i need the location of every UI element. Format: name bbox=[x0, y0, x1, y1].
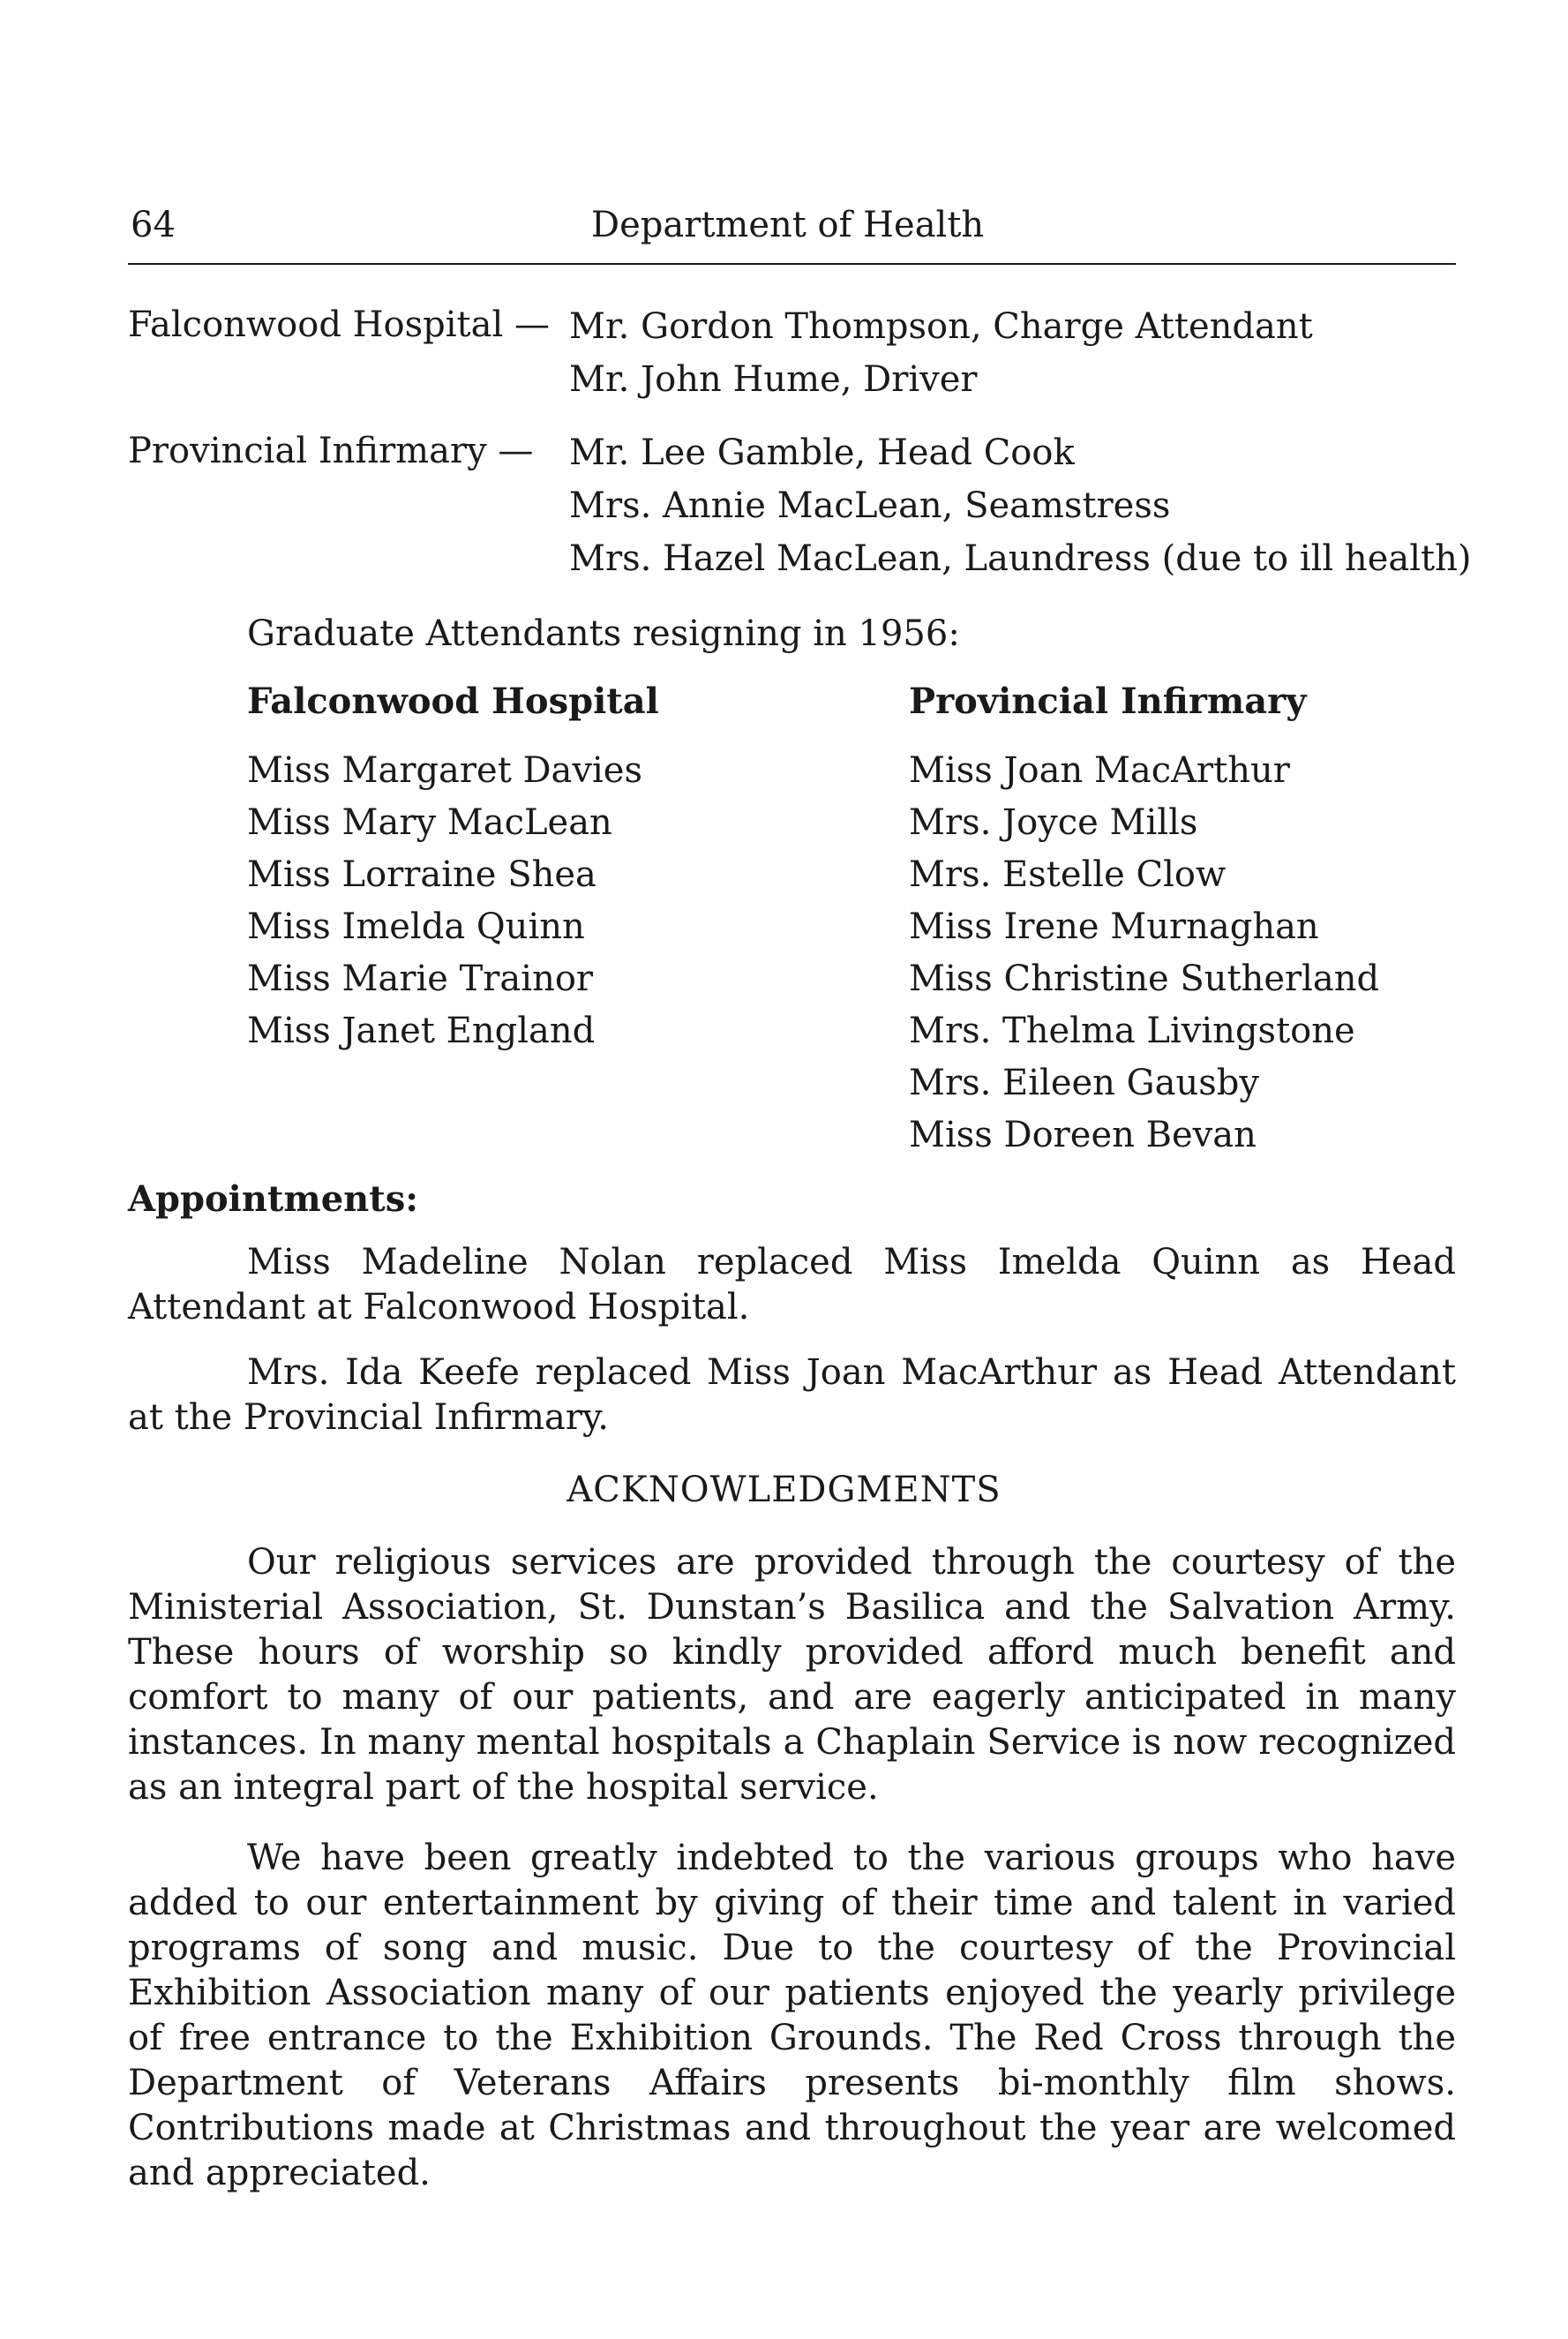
entry-names bbox=[569, 431, 1471, 590]
list-item: Mrs. Joyce Mills bbox=[909, 802, 1198, 843]
appointments-heading: Appointments: bbox=[128, 1178, 419, 1220]
acknowledgments-paragraph: We have been greatly indebted to the various groups who have added to our entertainment by giving of their time and talent in varied programs of song and music. Due to the courtesy of the Provincial Exhibition Association many of our patients enjoyed the yearly privilege of free entrance to the Exhibition Grounds. The Red Cross through the Department of Veterans Affairs presents bi-monthly film shows. Contributions made at Christmas and throughout the year are welcomed and appreciated. bbox=[128, 1838, 1456, 2193]
running-title: Department of Health bbox=[591, 205, 985, 245]
page-header bbox=[128, 205, 1456, 258]
graduate-attendants-intro: Graduate Attendants resigning in 1956: bbox=[247, 613, 960, 654]
column-heading: Falconwood Hospital bbox=[247, 681, 659, 722]
list-item: Miss Lorraine Shea bbox=[247, 854, 596, 895]
entry-label: Provincial Infirmary — bbox=[128, 431, 534, 471]
list-item: Mrs. Eileen Gausby bbox=[909, 1063, 1259, 1103]
entry-name: Mrs. Hazel MacLean, Laundress (due to ill health) bbox=[569, 538, 1472, 579]
header-rule bbox=[128, 263, 1456, 265]
acknowledgments-title: ACKNOWLEDGMENTS bbox=[566, 1470, 1002, 1510]
entry-name: Mr. John Hume, Driver bbox=[569, 359, 978, 400]
entry-label: Falconwood Hospital — bbox=[128, 305, 550, 345]
page-number: 64 bbox=[131, 205, 176, 245]
list-item: Mrs. Thelma Livingstone bbox=[909, 1011, 1355, 1051]
list-item: Miss Margaret Davies bbox=[247, 750, 642, 791]
list-item: Miss Doreen Bevan bbox=[909, 1115, 1257, 1155]
list-item: Miss Marie Trainor bbox=[247, 959, 594, 999]
column-heading: Provincial Infirmary bbox=[909, 681, 1307, 722]
falconwood-column bbox=[247, 680, 659, 1061]
list-item: Miss Mary MacLean bbox=[247, 802, 612, 843]
list-item: Mrs. Estelle Clow bbox=[909, 854, 1227, 895]
appointment-paragraph: Miss Madeline Nolan replaced Miss Imelda Quinn as Head Attendant at Falconwood Hospital. bbox=[128, 1242, 1456, 1327]
list-item: Miss Joan MacArthur bbox=[909, 750, 1290, 791]
list-item: Miss Janet England bbox=[247, 1011, 596, 1051]
entry-name: Mr. Lee Gamble, Head Cook bbox=[569, 432, 1075, 473]
list-item: Miss Irene Murnaghan bbox=[909, 906, 1319, 947]
entry-name: Mrs. Annie MacLean, Seamstress bbox=[569, 485, 1171, 526]
entry-name: Mr. Gordon Thompson, Charge Attendant bbox=[569, 306, 1313, 347]
infirmary-column bbox=[909, 680, 1379, 1165]
entry-names bbox=[569, 305, 1313, 410]
list-item: Miss Christine Sutherland bbox=[909, 959, 1380, 999]
appointment-paragraph: Mrs. Ida Keefe replaced Miss Joan MacArthur as Head Attendant at the Provincial Infirmary. bbox=[128, 1352, 1456, 1438]
acknowledgments-paragraph: Our religious services are provided through the courtesy of the Ministerial Association, St. Dunstan’s Basilica and the Salvation Army. These hours of worship so kindly provided afford much benefit and comfort to many of our patients, and are eagerly anticipated in many instances. In many mental hospitals a Chaplain Service is now recognized as an integral part of the hospital service. bbox=[128, 1542, 1456, 1808]
list-item: Miss Imelda Quinn bbox=[247, 906, 585, 947]
